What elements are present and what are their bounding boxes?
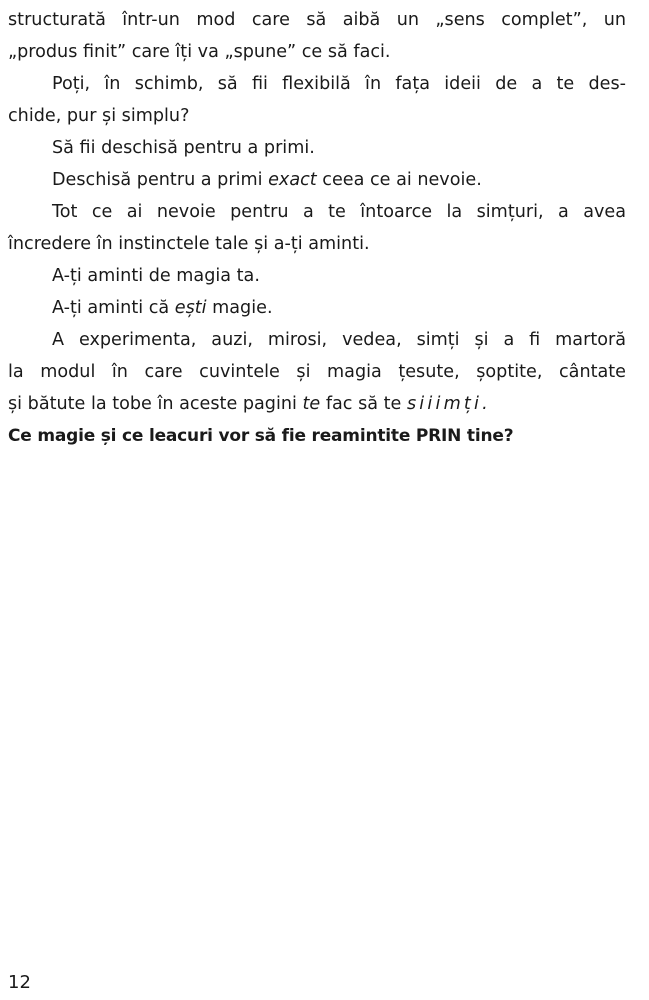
text-line: chide, pur și simplu? xyxy=(8,106,190,126)
page-body xyxy=(8,4,626,452)
emphasis-text: . xyxy=(482,394,488,414)
text-line: Poți, în schimb, să fii flexibilă în fața ideii de a te des- xyxy=(52,74,626,94)
text-line xyxy=(8,388,626,420)
closing-question: Ce magie și ce leacuri vor să fie reamintite PRIN tine? xyxy=(8,426,514,446)
text-line xyxy=(8,292,626,324)
text-run: Deschisă pentru a primi xyxy=(52,170,269,190)
text-run: și bătute la tobe în aceste pagini xyxy=(8,394,303,414)
text-run: magie. xyxy=(206,298,273,318)
emphasis-text: exact xyxy=(268,170,317,190)
page-number: 12 xyxy=(8,972,31,993)
text-line: „produs finit” care îți va „spune” ce să faci. xyxy=(8,42,391,62)
spaced-emphasis-text: siiimți xyxy=(406,394,483,414)
text-run: ceea ce ai nevoie. xyxy=(316,170,482,190)
text-line: la modul în care cuvintele și magia țesute, șoptite, cântate xyxy=(8,362,626,382)
emphasis-text: ești xyxy=(174,298,207,318)
text-line: Tot ce ai nevoie pentru a te întoarce la simțuri, a avea xyxy=(52,202,626,222)
text-line: Să fii deschisă pentru a primi. xyxy=(52,138,315,158)
emphasis-text: te xyxy=(302,394,321,414)
text-line: încredere în instinctele tale și a-ți aminti. xyxy=(8,234,370,254)
text-line: A experimenta, auzi, mirosi, vedea, simți și a fi martoră xyxy=(52,330,626,350)
text-run: fac să te xyxy=(320,394,407,414)
text-run: A-ți aminti că xyxy=(52,298,175,318)
text-line xyxy=(8,164,626,196)
text-line: structurată într-un mod care să aibă un „sens complet”, un xyxy=(8,10,626,30)
text-line: A-ți aminti de magia ta. xyxy=(52,266,260,286)
